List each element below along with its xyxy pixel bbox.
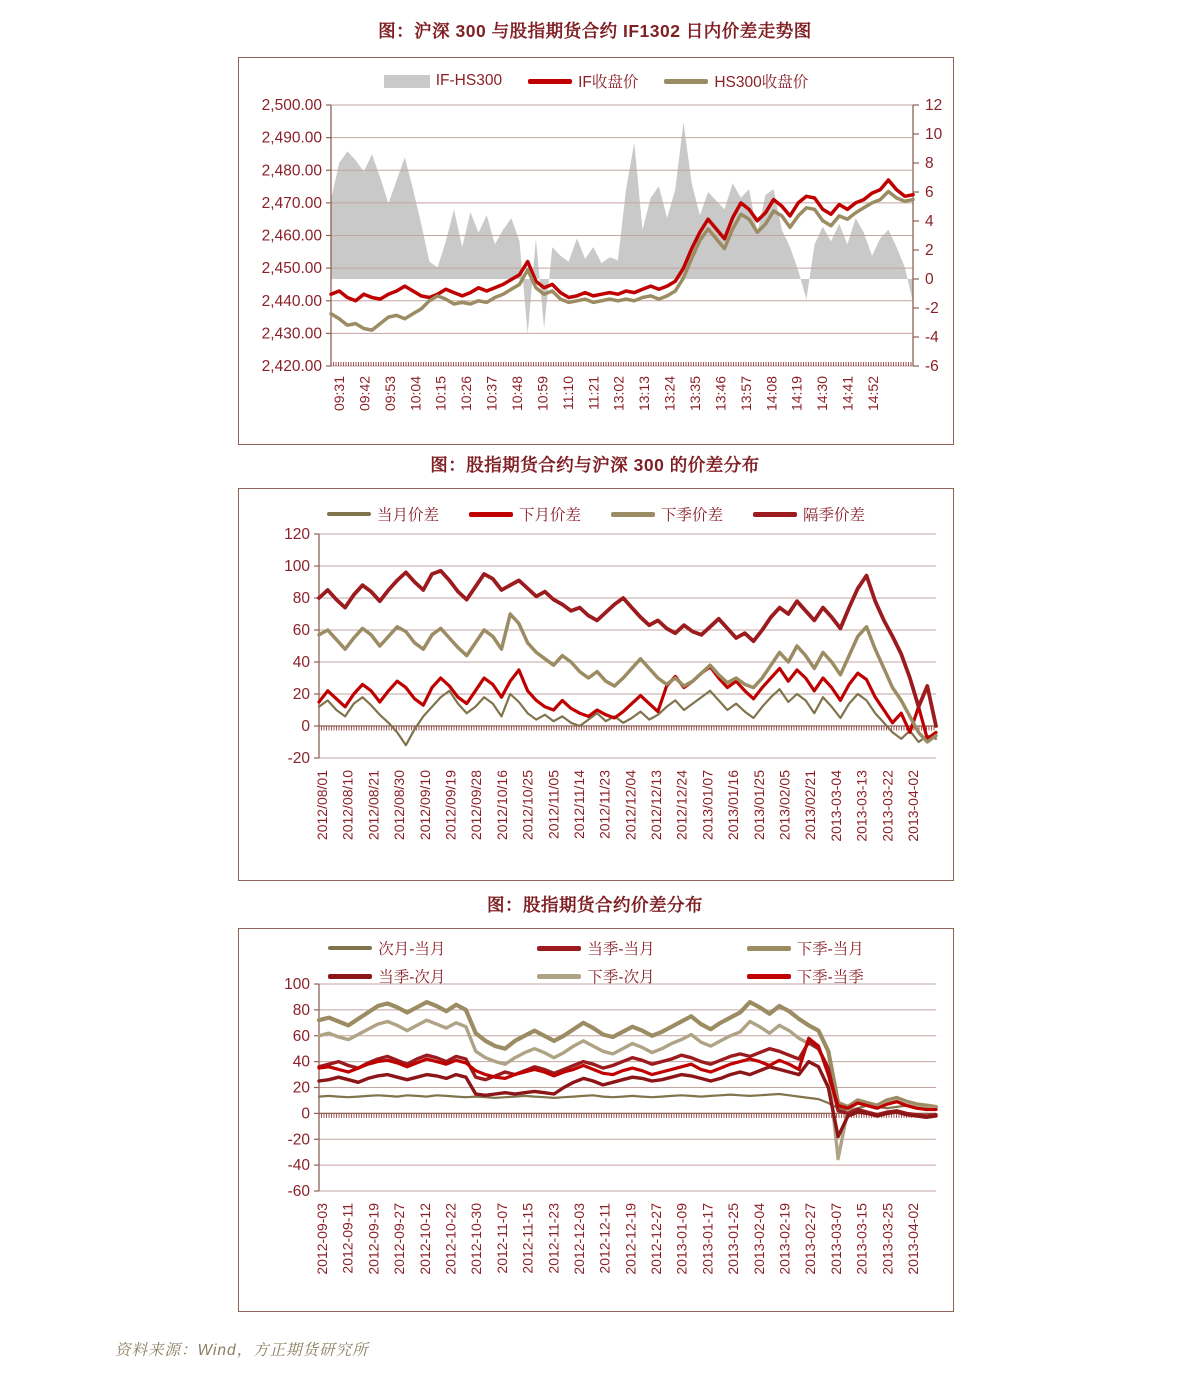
chart2-figure (238, 488, 954, 881)
x-axis-tick-label: 2012-10-22 (442, 1203, 459, 1275)
right-axis-tick-label: 8 (925, 155, 934, 172)
chart2-legend (239, 503, 953, 525)
x-axis-tick-label: 2013-02-19 (776, 1203, 793, 1275)
y-axis-tick-label: 40 (292, 654, 310, 671)
legend-label: 隔季价差 (803, 507, 866, 524)
y-axis-tick-label: 100 (284, 976, 310, 993)
x-axis-tick-label: 2013-02-27 (802, 1203, 819, 1275)
legend-item-当月价差 (327, 503, 439, 525)
y-axis-tick-label: 80 (292, 1001, 310, 1019)
x-axis-tick-label: 2012/11/14 (570, 770, 587, 840)
legend-line-swatch (327, 512, 371, 516)
legend-line-swatch (469, 512, 513, 517)
series-下季价差 (319, 614, 936, 742)
legend-label: 下季价差 (661, 507, 724, 524)
right-axis-tick-label: 2 (925, 242, 934, 259)
chart1-legend (239, 70, 953, 92)
x-axis-tick-label: 2012/09/10 (416, 770, 433, 841)
y-axis-tick-label: 100 (284, 558, 310, 575)
x-axis-tick-label: 2012/08/10 (339, 770, 356, 841)
x-axis-tick-label: 2013-02-04 (750, 1203, 767, 1275)
series-下季-当季 (319, 1038, 936, 1109)
x-axis-tick-label: 2012-11-15 (519, 1203, 536, 1274)
chart3-figure (238, 928, 954, 1312)
chart1-plot (239, 58, 953, 444)
x-axis-tick-label: 13:13 (636, 376, 653, 412)
x-axis-tick-label: 2012-09-27 (391, 1203, 408, 1275)
x-axis-tick-label: 10:26 (458, 376, 475, 412)
y-axis-tick-label: 2,470.00 (261, 194, 322, 212)
x-axis-tick-label: 10:48 (509, 376, 525, 412)
x-axis-tick-label: 14:19 (788, 376, 805, 412)
x-axis-tick-label: 2012/11/23 (596, 770, 613, 840)
x-axis-tick-label: 2012-12-19 (622, 1203, 639, 1275)
x-axis-tick-label: 2013-03-04 (827, 770, 844, 842)
x-axis-tick-label: 2013-03-22 (879, 770, 896, 842)
x-axis-tick-label: 2013-04-02 (905, 770, 921, 842)
right-axis-tick-label: 0 (925, 271, 934, 288)
y-axis-tick-label: 120 (284, 526, 310, 543)
right-axis-tick-label: 12 (925, 97, 943, 114)
x-axis-tick-label: 10:15 (432, 376, 449, 412)
x-axis-tick-label: 2013-01-09 (673, 1203, 690, 1275)
legend-item-当季-当月 (537, 937, 654, 959)
chart2-title: 图：股指期货合约与沪深 300 的价差分布 (430, 455, 760, 475)
legend-item-隔季价差 (753, 503, 865, 525)
series-隔季价差 (319, 571, 936, 726)
series-下季-次月 (319, 1020, 936, 1158)
legend-label: 当月价差 (376, 507, 439, 524)
legend-line-swatch (537, 974, 581, 979)
legend-label: HS300收盘价 (714, 74, 809, 91)
chart1-figure (238, 57, 954, 445)
legend-line-swatch (747, 946, 791, 951)
x-axis-tick-label: 2012-09-11 (339, 1203, 356, 1274)
x-axis-tick-label: 2012/08/21 (365, 770, 382, 841)
legend-line-swatch (664, 79, 708, 84)
x-axis-tick-label: 2012-12-27 (648, 1203, 665, 1275)
y-axis-tick-label: 20 (292, 1079, 310, 1097)
x-axis-tick-label: 2013-03-13 (853, 770, 870, 842)
right-axis-tick-label: -2 (925, 300, 939, 317)
y-axis-tick-label: 2,450.00 (261, 260, 322, 278)
y-axis-tick-label: 2,430.00 (261, 325, 322, 343)
y-axis-tick-label: 2,490.00 (261, 129, 322, 147)
x-axis-tick-label: 2012/10/25 (519, 770, 536, 841)
x-axis-tick-label: 2012-12-11 (596, 1203, 613, 1274)
right-axis-tick-label: 6 (925, 184, 934, 201)
x-axis-tick-label: 2013/02/21 (802, 770, 819, 841)
x-axis-tick-label: 2012/12/13 (648, 770, 665, 841)
legend-item-HS300收盘价 (664, 70, 808, 92)
y-axis-tick-label: 0 (301, 1105, 310, 1123)
legend-label: 当季-次月 (378, 969, 446, 986)
y-axis-tick-label: 40 (292, 1053, 310, 1071)
x-axis-tick-label: 2012/10/16 (493, 770, 510, 841)
x-axis-tick-label: 2013/01/16 (725, 770, 742, 841)
right-axis-tick-label: -6 (925, 358, 939, 375)
x-axis-tick-label: 10:37 (483, 376, 500, 412)
chart2-plot (239, 489, 953, 880)
x-axis-tick-label: 2013/01/07 (699, 770, 716, 841)
right-axis-tick-label: -4 (925, 329, 939, 346)
x-axis-tick-label: 13:02 (610, 376, 627, 412)
series-当季-次月 (319, 1062, 936, 1137)
x-axis-tick-label: 2012-10-30 (468, 1203, 485, 1275)
legend-area-swatch (384, 75, 430, 88)
legend-label: IF收盘价 (578, 74, 639, 91)
x-axis-tick-label: 2012-12-03 (570, 1203, 587, 1275)
chart3-title: 图：股指期货合约价差分布 (487, 895, 703, 915)
legend-label: 下月价差 (518, 507, 581, 524)
legend-item-下季价差 (611, 503, 723, 525)
x-axis-tick-label: 2013-03-25 (879, 1203, 896, 1275)
x-axis-tick-label: 2012/09/19 (442, 770, 459, 841)
x-axis-tick-label: 10:59 (534, 376, 551, 412)
y-axis-tick-label: 60 (292, 1027, 310, 1045)
chart1-title: 图：沪深 300 与股指期货合约 IF1302 日内价差走势图 (378, 21, 812, 41)
source-note: 资料来源：Wind，方正期货研究所 (115, 1342, 369, 1359)
legend-item-下季-次月 (537, 965, 654, 987)
x-axis-tick-label: 09:53 (381, 376, 398, 412)
x-axis-tick-label: 2013/01/25 (750, 770, 767, 841)
y-axis-tick-label: -20 (287, 1131, 310, 1149)
x-axis-tick-label: 09:42 (356, 376, 373, 412)
x-axis-tick-label: 2012-09-03 (314, 1203, 330, 1275)
y-axis-tick-label: 2,460.00 (261, 227, 322, 245)
legend-label: 下季-次月 (587, 969, 655, 986)
x-axis-tick-label: 09:31 (331, 376, 347, 412)
y-axis-tick-label: 2,420.00 (261, 358, 322, 375)
x-axis-tick-label: 2013-03-15 (853, 1203, 870, 1275)
x-axis-tick-label: 14:30 (814, 376, 831, 412)
chart3-legend (239, 937, 953, 987)
y-axis-tick-label: 0 (301, 718, 310, 735)
legend-label: 当季-当月 (587, 941, 655, 958)
y-axis-tick-label: -40 (287, 1157, 310, 1175)
legend-item-下季-当季 (747, 965, 864, 987)
legend-item-下月价差 (469, 503, 581, 525)
x-axis-tick-label: 13:57 (737, 376, 754, 412)
legend-item-IF-HS300 (384, 72, 502, 90)
legend-item-下季-当月 (747, 937, 864, 959)
x-axis-tick-label: 14:08 (763, 376, 780, 412)
x-axis-tick-label: 2013-03-07 (827, 1203, 844, 1275)
x-axis-tick-label: 14:52 (865, 376, 881, 412)
x-axis-tick-label: 13:35 (687, 376, 703, 412)
x-axis-tick-label: 2012/08/01 (314, 770, 330, 841)
y-axis-tick-label: 60 (292, 622, 310, 639)
x-axis-tick-label: 2012-11-07 (493, 1203, 510, 1274)
x-axis-tick-label: 14:41 (839, 376, 856, 412)
legend-line-swatch (753, 512, 797, 517)
legend-line-swatch (328, 946, 372, 950)
y-axis-tick-label: 2,480.00 (261, 162, 322, 180)
right-axis-tick-label: 4 (925, 213, 934, 230)
legend-item-IF收盘价 (528, 70, 638, 92)
x-axis-tick-label: 2013-01-17 (699, 1203, 716, 1275)
x-axis-tick-label: 2013-04-02 (905, 1203, 921, 1275)
x-axis-tick-label: 2013-01-25 (725, 1203, 742, 1275)
x-axis-tick-label: 2012/08/30 (391, 770, 408, 841)
x-axis-tick-label: 11:21 (585, 376, 602, 410)
legend-line-swatch (611, 512, 655, 517)
y-axis-tick-label: 80 (292, 590, 310, 607)
x-axis-tick-label: 2012/12/04 (622, 770, 639, 841)
x-axis-tick-label: 11:10 (559, 376, 576, 410)
y-axis-tick-label: 2,500.00 (261, 97, 322, 114)
legend-item-当季-次月 (328, 965, 445, 987)
legend-label: 下季-当月 (796, 941, 864, 958)
x-axis-tick-label: 2012/09/28 (468, 770, 485, 841)
x-axis-tick-label: 2012/12/24 (673, 770, 690, 841)
y-axis-tick-label: 2,440.00 (261, 292, 322, 310)
legend-label: IF-HS300 (435, 72, 503, 89)
y-axis-tick-label: -20 (287, 750, 310, 767)
legend-line-swatch (528, 79, 572, 84)
legend-line-swatch (537, 946, 581, 951)
y-axis-tick-label: -60 (287, 1183, 310, 1200)
x-axis-tick-label: 2013/02/05 (776, 770, 793, 841)
right-axis-tick-label: 10 (925, 126, 943, 143)
legend-item-次月-当月 (328, 937, 445, 959)
x-axis-tick-label: 13:24 (661, 376, 678, 412)
x-axis-tick-label: 10:04 (407, 376, 424, 412)
y-axis-tick-label: 20 (292, 686, 310, 703)
x-axis-tick-label: 13:46 (712, 376, 729, 412)
x-axis-tick-label: 2012-11-23 (545, 1203, 562, 1274)
legend-label: 次月-当月 (378, 941, 446, 958)
series-下季-当月 (319, 1002, 936, 1107)
x-axis-tick-label: 2012/11/05 (545, 770, 562, 840)
legend-line-swatch (328, 974, 372, 979)
legend-label: 下季-当季 (796, 969, 864, 986)
x-axis-tick-label: 2012-09-19 (365, 1203, 382, 1275)
legend-line-swatch (747, 974, 791, 979)
x-axis-tick-label: 2012-10-12 (416, 1203, 433, 1275)
